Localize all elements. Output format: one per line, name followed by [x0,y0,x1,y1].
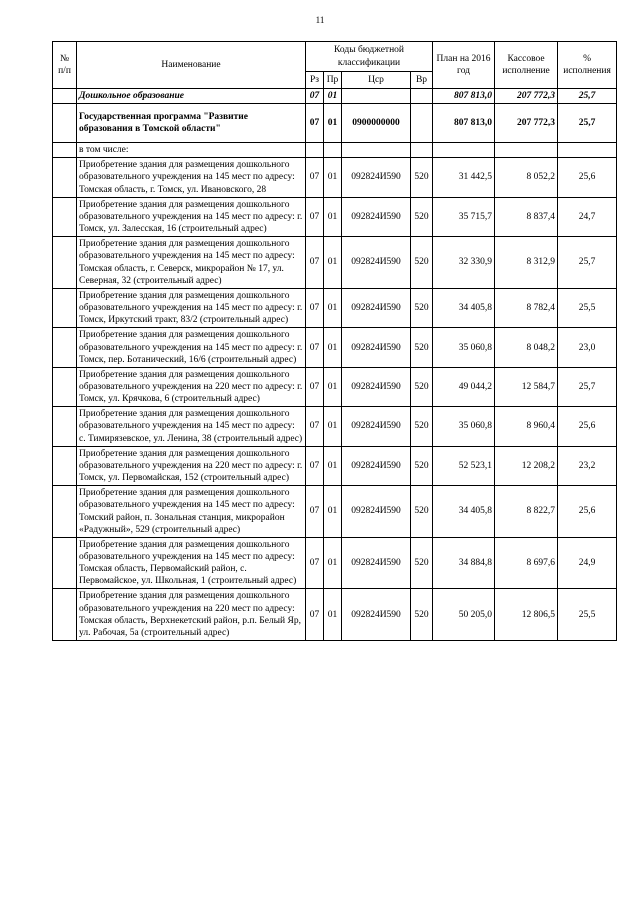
header-csr: Цср [342,72,411,89]
header-pct: % исполнения [558,42,617,89]
item-plan: 34 884,8 [433,537,495,589]
item-pr: 01 [324,367,342,406]
header-plan: План на 2016 год [433,42,495,89]
item-num [53,407,77,446]
section-rz: 07 [306,89,324,104]
program-row [53,104,617,143]
item-exec: 8 782,4 [495,288,558,327]
item-exec: 12 584,7 [495,367,558,406]
program-plan: 807 813,0 [433,104,495,143]
including-label: в том числе: [77,143,306,158]
item-num [53,158,77,197]
header-exec: Кассовое исполнение [495,42,558,89]
item-vr: 520 [411,537,433,589]
item-pr: 01 [324,407,342,446]
item-plan: 32 330,9 [433,237,495,289]
item-name: Приобретение здания для размещения дошкольного образовательного учреждения на 145 мест по адресу: г. Томск, пер. Ботанический, 16/6 (строительный адрес) [77,328,306,367]
item-plan: 35 060,8 [433,328,495,367]
item-plan: 35 060,8 [433,407,495,446]
item-rz: 07 [306,537,324,589]
section-exec: 207 772,3 [495,89,558,104]
section-name: Дошкольное образование [77,89,306,104]
item-exec: 12 208,2 [495,446,558,485]
table-row [53,589,617,641]
table-row [53,197,617,236]
item-pct: 24,7 [558,197,617,236]
item-rz: 07 [306,237,324,289]
item-vr: 520 [411,486,433,538]
table-row [53,367,617,406]
item-pct: 23,0 [558,328,617,367]
item-rz: 07 [306,589,324,641]
item-pr: 01 [324,537,342,589]
item-csr: 092824И590 [342,367,411,406]
table-row [53,537,617,589]
item-pr: 01 [324,288,342,327]
item-csr: 092824И590 [342,407,411,446]
item-csr: 092824И590 [342,328,411,367]
item-name: Приобретение здания для размещения дошкольного образовательного учреждения на 145 мест по адресу: Томский район, п. Зональная станция, микрорайон «Радужный», 529 (строительный адрес) [77,486,306,538]
item-plan: 50 205,0 [433,589,495,641]
item-num [53,537,77,589]
item-vr: 520 [411,328,433,367]
header-vr: Вр [411,72,433,89]
section-pct: 25,7 [558,89,617,104]
table-row [53,446,617,485]
item-exec: 8 312,9 [495,237,558,289]
section-plan: 807 813,0 [433,89,495,104]
program-csr: 0900000000 [342,104,411,143]
item-plan: 52 523,1 [433,446,495,485]
item-rz: 07 [306,367,324,406]
item-rz: 07 [306,197,324,236]
item-csr: 092824И590 [342,197,411,236]
item-pct: 25,5 [558,589,617,641]
item-exec: 12 806,5 [495,589,558,641]
item-pct: 25,6 [558,407,617,446]
item-exec: 8 048,2 [495,328,558,367]
item-name: Приобретение здания для размещения дошкольного образовательного учреждения на 220 мест по адресу: г. Томск, ул. Первомайская, 152 (строительный адрес) [77,446,306,485]
item-pct: 25,6 [558,486,617,538]
table-row [53,328,617,367]
program-name: Государственная программа "Развитие образования в Томской области" [77,104,306,143]
item-num [53,328,77,367]
section-pr: 01 [324,89,342,104]
program-rz: 07 [306,104,324,143]
item-exec: 8 697,6 [495,537,558,589]
item-vr: 520 [411,158,433,197]
item-rz: 07 [306,158,324,197]
item-csr: 092824И590 [342,537,411,589]
table-row [53,288,617,327]
item-name: Приобретение здания для размещения дошкольного образовательного учреждения на 145 мест по адресу: Томская область, г. Томск, ул. Ивановского, 28 [77,158,306,197]
item-plan: 31 442,5 [433,158,495,197]
item-rz: 07 [306,407,324,446]
item-num [53,367,77,406]
item-pct: 25,6 [558,158,617,197]
item-vr: 520 [411,446,433,485]
item-pr: 01 [324,486,342,538]
item-vr: 520 [411,288,433,327]
item-rz: 07 [306,486,324,538]
section-vr [411,89,433,104]
including-row [53,143,617,158]
item-vr: 520 [411,407,433,446]
item-vr: 520 [411,197,433,236]
item-pct: 25,7 [558,367,617,406]
item-csr: 092824И590 [342,589,411,641]
table-row [53,486,617,538]
item-vr: 520 [411,367,433,406]
item-name: Приобретение здания для размещения дошкольного образовательного учреждения на 220 мест по адресу: г. Томск, ул. Крячкова, 6 (строительный адрес) [77,367,306,406]
item-pct: 25,5 [558,288,617,327]
item-vr: 520 [411,589,433,641]
item-rz: 07 [306,288,324,327]
item-name: Приобретение здания для размещения дошкольного образовательного учреждения на 145 мест по адресу: с. Тимирязевское, ул. Ленина, 38 (строительный адрес) [77,407,306,446]
item-plan: 49 044,2 [433,367,495,406]
item-pr: 01 [324,197,342,236]
item-plan: 34 405,8 [433,486,495,538]
item-pct: 25,7 [558,237,617,289]
header-num: № п/п [53,42,77,89]
item-name: Приобретение здания для размещения дошкольного образовательного учреждения на 145 мест по адресу: г. Томск, Иркутский тракт, 83/2 (строительный адрес) [77,288,306,327]
item-num [53,486,77,538]
item-pr: 01 [324,446,342,485]
item-exec: 8 822,7 [495,486,558,538]
item-name: Приобретение здания для размещения дошкольного образовательного учреждения на 220 мест по адресу: Томская область, Верхнекетский район, р.п. Белый Яр, ул. Рабочая, 5а (строительный адрес) [77,589,306,641]
item-num [53,446,77,485]
item-pr: 01 [324,237,342,289]
item-vr: 520 [411,237,433,289]
item-exec: 8 052,2 [495,158,558,197]
item-csr: 092824И590 [342,288,411,327]
item-num [53,197,77,236]
item-pr: 01 [324,328,342,367]
item-pr: 01 [324,158,342,197]
program-vr [411,104,433,143]
item-num [53,589,77,641]
item-rz: 07 [306,446,324,485]
header-name: Наименование [77,42,306,89]
item-plan: 35 715,7 [433,197,495,236]
item-name: Приобретение здания для размещения дошкольного образовательного учреждения на 145 мест по адресу: Томская область, г. Северск, микрорайон № 17, ул. Северная, 32 (строительный адрес) [77,237,306,289]
item-name: Приобретение здания для размещения дошкольного образовательного учреждения на 145 мест по адресу: г. Томск, ул. Залесская, 16 (строительный адрес) [77,197,306,236]
item-plan: 34 405,8 [433,288,495,327]
header-rz: Рз [306,72,324,89]
item-csr: 092824И590 [342,158,411,197]
table-row [53,237,617,289]
item-num [53,288,77,327]
program-pr: 01 [324,104,342,143]
item-exec: 8 837,4 [495,197,558,236]
item-csr: 092824И590 [342,237,411,289]
table-row [53,407,617,446]
header-codes: Коды бюджетной классификации [306,42,433,72]
program-pct: 25,7 [558,104,617,143]
item-num [53,237,77,289]
item-rz: 07 [306,328,324,367]
item-name: Приобретение здания для размещения дошкольного образовательного учреждения на 145 мест по адресу: Томская область, Первомайский район, с. Первомайское, ул. Школьная, 1 (строительный адрес) [77,537,306,589]
item-pr: 01 [324,589,342,641]
section-row [53,89,617,104]
item-pct: 24,9 [558,537,617,589]
header-pr: Пр [324,72,342,89]
item-csr: 092824И590 [342,446,411,485]
item-csr: 092824И590 [342,486,411,538]
budget-table [52,41,617,641]
item-exec: 8 960,4 [495,407,558,446]
table-row [53,158,617,197]
program-exec: 207 772,3 [495,104,558,143]
section-csr [342,89,411,104]
item-pct: 23,2 [558,446,617,485]
page-number: 11 [315,15,325,25]
